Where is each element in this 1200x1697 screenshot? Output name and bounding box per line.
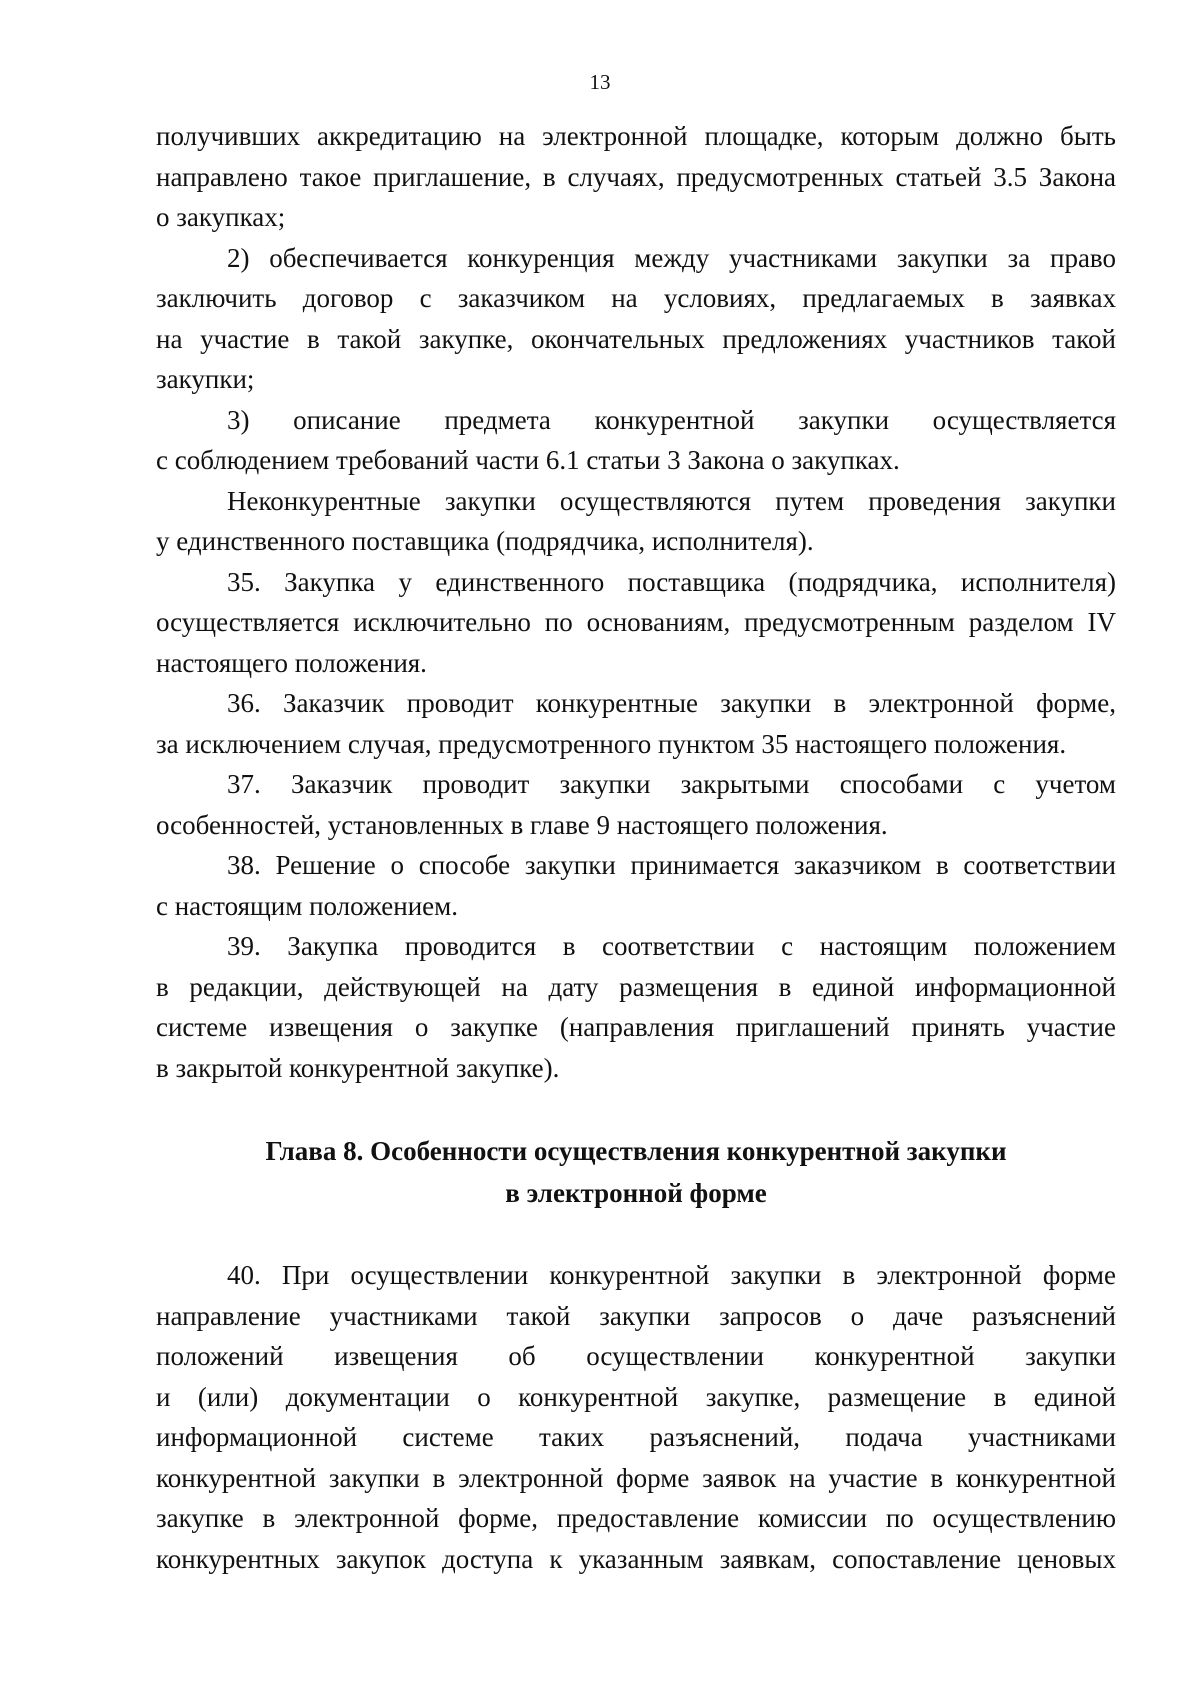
text-line: 37. Заказчик проводит закупки закрытыми способами с учетом	[227, 769, 1116, 799]
text-line: в редакции, действующей на дату размещения в единой информационной	[156, 971, 1116, 1002]
body-text-block-1	[156, 116, 1116, 1088]
text-line: конкурентной закупки в электронной форме заявок на участие в конкурентной	[156, 1462, 1116, 1493]
text-line: получивших аккредитацию на электронной площадке, которым должно быть	[156, 121, 1116, 151]
text-line: 35. Закупка у единственного поставщика (подрядчика, исполнителя)	[227, 566, 1116, 597]
text-line: 39. Закупка проводится в соответствии с настоящим положением	[227, 931, 1116, 961]
text-line: закупке в электронной форме, предоставление комиссии по осуществлению	[156, 1503, 1116, 1533]
page-number: 13	[589, 70, 611, 94]
text-line: с настоящим положением.	[156, 890, 458, 921]
text-line: Неконкурентные закупки осуществляются путем проведения закупки	[227, 485, 1116, 516]
chapter-heading-line-2: в электронной форме	[505, 1178, 767, 1208]
text-line: особенностей, установленных в главе 9 настоящего положения.	[156, 809, 888, 840]
text-line: 3) описание предмета конкурентной закупки осуществляется	[227, 404, 1116, 435]
paragraph	[156, 845, 1116, 926]
text-line: у единственного поставщика (подрядчика, исполнителя).	[156, 526, 814, 556]
paragraph	[156, 683, 1116, 764]
paragraph	[156, 400, 1116, 481]
text-line: с соблюдением требований части 6.1 статьи 3 Закона о закупках.	[156, 445, 900, 475]
text-line: 38. Решение о способе закупки принимается заказчиком в соответствии	[227, 850, 1116, 880]
paragraph	[156, 481, 1116, 562]
paragraph	[156, 116, 1116, 238]
text-line: 40. При осуществлении конкурентной закупки в электронной форме	[227, 1260, 1116, 1290]
paragraph	[156, 238, 1116, 400]
text-line: закупки;	[156, 364, 255, 394]
body-text-block-2	[156, 1255, 1116, 1579]
text-line: осуществляется исключительно по основаниям, предусмотренным разделом IV	[156, 607, 1116, 637]
chapter-heading	[156, 1130, 1116, 1214]
text-line: настоящего положения.	[156, 647, 427, 678]
paragraph	[156, 1255, 1116, 1579]
paragraph	[156, 926, 1116, 1088]
text-line: 2) обеспечивается конкуренция между участниками закупки за право	[227, 242, 1116, 273]
text-line: направление участниками такой закупки запросов о даче разъяснений	[156, 1300, 1116, 1331]
text-line: и (или) документации о конкурентной закупке, размещение в единой	[156, 1381, 1116, 1412]
text-line: положений извещения об осуществлении конкурентной закупки	[156, 1341, 1116, 1371]
paragraph	[156, 562, 1116, 684]
text-line: конкурентных закупок доступа к указанным заявкам, сопоставление ценовых	[156, 1543, 1116, 1574]
text-line: информационной системе таких разъяснений, подача участниками	[156, 1422, 1116, 1452]
text-line: 36. Заказчик проводит конкурентные закупки в электронной форме,	[227, 688, 1116, 718]
text-line: в закрытой конкурентной закупке).	[156, 1052, 560, 1083]
text-line: о закупках;	[156, 202, 286, 232]
chapter-heading-line-1: Глава 8. Особенности осуществления конкурентной закупки	[265, 1136, 1007, 1166]
text-line: на участие в такой закупке, окончательных предложениях участников такой	[156, 323, 1116, 354]
text-line: направлено такое приглашение, в случаях, предусмотренных статьей 3.5 Закона	[156, 161, 1116, 192]
paragraph	[156, 764, 1116, 845]
text-line: за исключением случая, предусмотренного пунктом 35 настоящего положения.	[156, 728, 1067, 759]
text-line: заключить договор с заказчиком на условиях, предлагаемых в заявках	[156, 283, 1116, 313]
text-line: системе извещения о закупке (направления приглашений принять участие	[156, 1012, 1116, 1042]
